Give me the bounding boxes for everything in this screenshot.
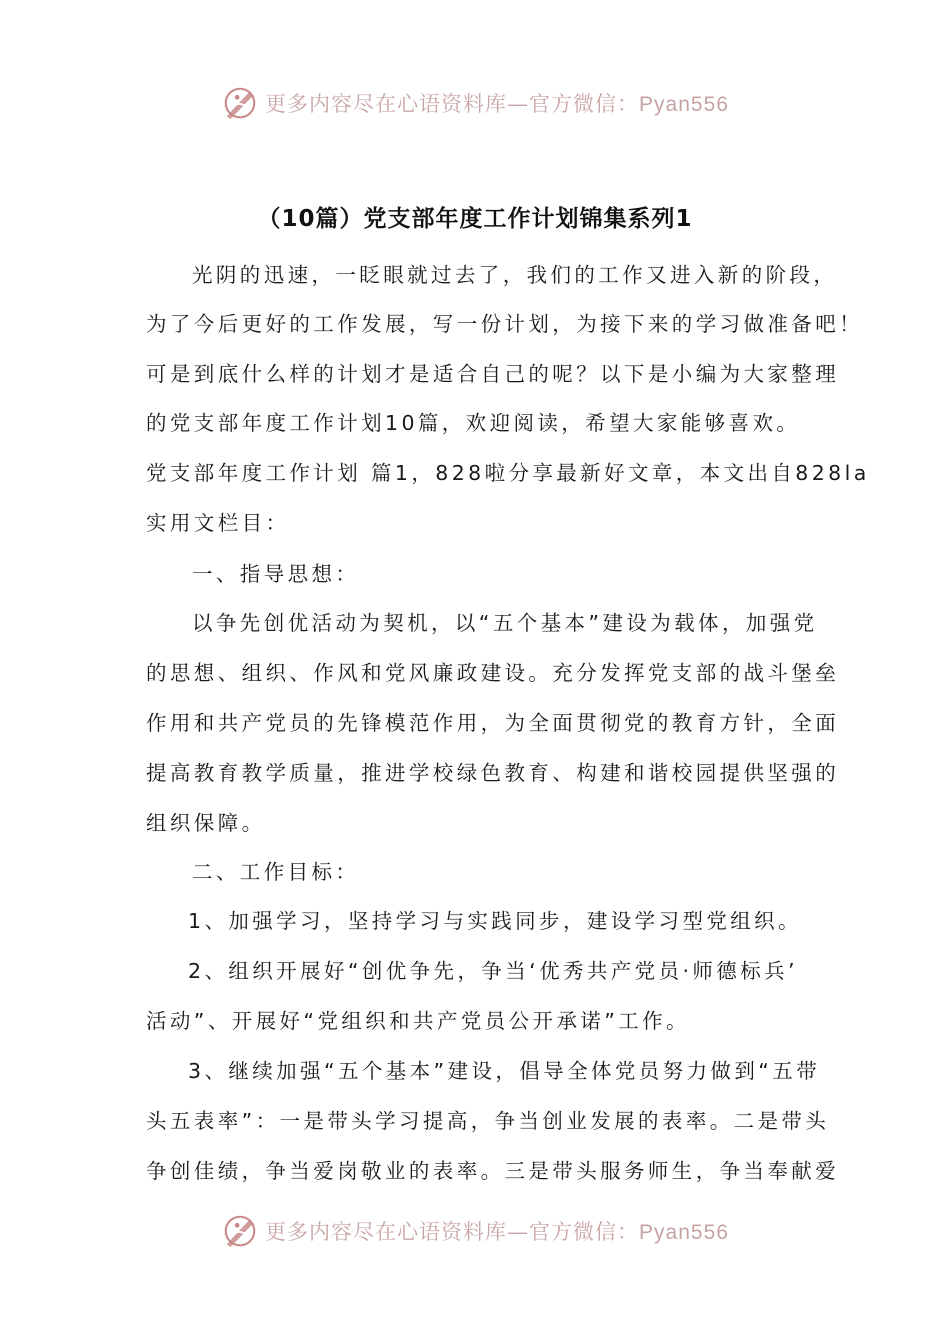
paragraph-line: 组织保障。 <box>146 811 266 835</box>
pen-logo-icon <box>221 1212 259 1250</box>
list-item: 2、组织开展好“创优争先，争当‘优秀共产党员·师德标兵’ <box>188 959 798 983</box>
paragraph-line: 的党支部年度工作计划10篇，欢迎阅读，希望大家能够喜欢。 <box>146 411 801 435</box>
paragraph-line: 活动”、开展好“党组织和共产党员公开承诺”工作。 <box>146 1009 690 1033</box>
paragraph-line: 的思想、组织、作风和党风廉政建设。充分发挥党支部的战斗堡垒 <box>146 661 840 685</box>
paragraph-line: 可是到底什么样的计划才是适合自己的呢？以下是小编为大家整理 <box>146 362 840 386</box>
section-heading: 二、工作目标： <box>192 860 360 884</box>
paragraph-line: 以争先创优活动为契机，以“五个基本”建设为载体，加强党 <box>192 611 818 635</box>
footer-watermark <box>0 1206 950 1256</box>
list-item: 3、继续加强“五个基本”建设，倡导全体党员努力做到“五带 <box>188 1059 821 1083</box>
section-heading: 一、指导思想： <box>192 562 360 586</box>
watermark-text: 更多内容尽在心语资料库—官方微信：Pyan556 <box>265 1220 729 1244</box>
list-item: 1、加强学习，坚持学习与实践同步，建设学习型党组织。 <box>188 909 802 933</box>
paragraph-line: 头五表率”：一是带头学习提高，争当创业发展的表率。二是带头 <box>146 1109 830 1133</box>
pen-logo-icon <box>221 84 259 122</box>
header-watermark <box>0 78 950 128</box>
paragraph-line: 党支部年度工作计划 篇1，828啦分享最新好文章，本文出自828la <box>146 461 870 485</box>
paragraph-line: 争创佳绩，争当爱岗敬业的表率。三是带头服务师生，争当奉献爱 <box>146 1159 840 1183</box>
paragraph-line: 实用文栏目： <box>146 511 290 535</box>
paragraph-line: 光阴的迅速，一眨眼就过去了，我们的工作又进入新的阶段， <box>192 263 838 287</box>
paragraph-line: 为了今后更好的工作发展，写一份计划，为接下来的学习做准备吧！ <box>146 312 863 336</box>
paragraph-line: 作用和共产党员的先锋模范作用，为全面贯彻党的教育方针，全面 <box>146 711 840 735</box>
paragraph-line: 提高教育教学质量，推进学校绿色教育、构建和谐校园提供坚强的 <box>146 761 840 785</box>
document-title: （10篇）党支部年度工作计划锦集系列1 <box>257 206 693 232</box>
watermark-text: 更多内容尽在心语资料库—官方微信：Pyan556 <box>265 92 729 116</box>
